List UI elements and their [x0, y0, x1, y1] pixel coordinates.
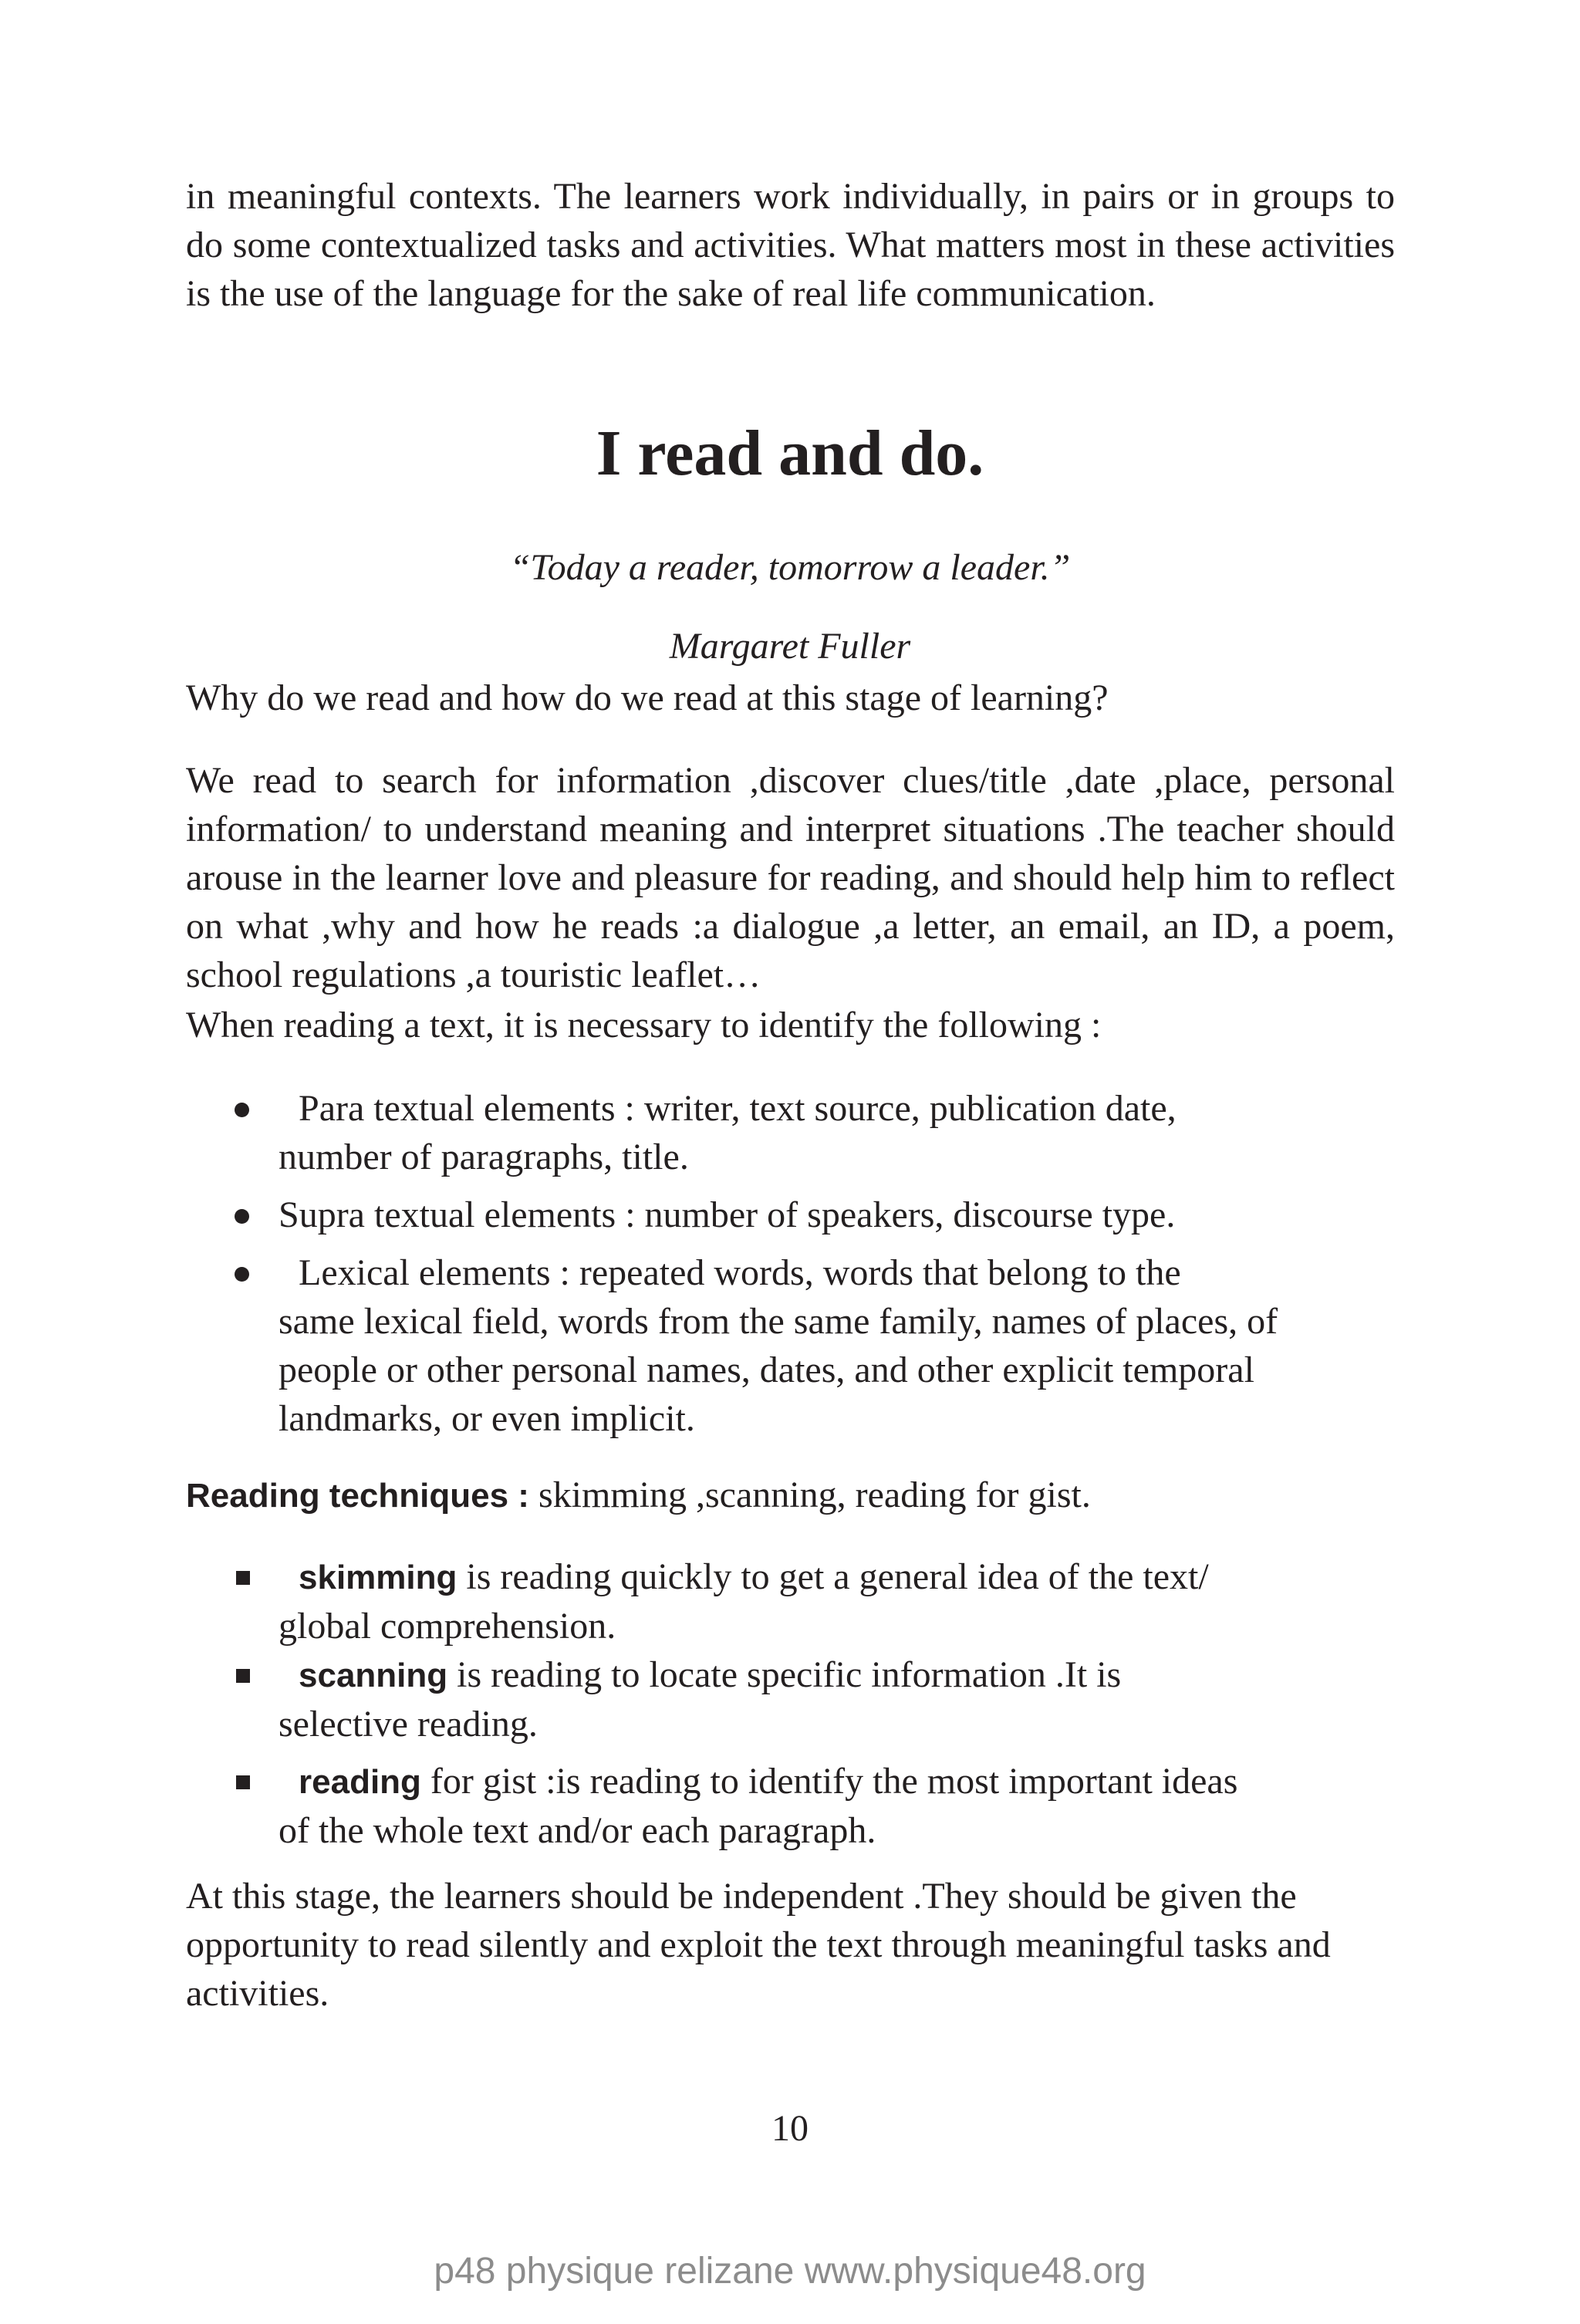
page-title: I read and do.: [596, 417, 984, 489]
bullet-square-icon: [236, 1571, 250, 1585]
techniques-list: [231, 1552, 1312, 1855]
list-item-text: Para textual elements : writer, text source, publication date,: [299, 1088, 1177, 1129]
epigraph-quote: “Today a reader, tomorrow a leader.”: [509, 547, 1071, 588]
bullet-dot-icon: [235, 1209, 249, 1224]
epigraph-author: Margaret Fuller: [669, 626, 911, 667]
technique-definition: for gist :is reading to identify the most important ideas: [420, 1761, 1238, 1802]
technique-definition: is reading quickly to get a general idea of the text/: [457, 1556, 1209, 1597]
list-item: [231, 1552, 1312, 1650]
bullet-square-icon: [236, 1775, 250, 1789]
reading-techniques-label: Reading techniques :: [186, 1477, 529, 1515]
reading-purpose-paragraph: We read to search for information ,discover clues/title ,date ,place, personal information/ to understand meaning and interpret situations .The teacher should arouse in the learner love and pleasure for reading, and should help him to reflect on what ,why and how he reads :a dialogue ,a letter, an email, an ID, a poem, school regulations ,a touristic leaflet…: [186, 760, 1395, 995]
list-item-continuation: selective reading.: [279, 1704, 538, 1745]
closing-paragraph: At this stage, the learners should be independent .They should be given the opportunity to read silently and exploit the text through meaningful tasks and activities.: [186, 1876, 1331, 2014]
list-item: [231, 1248, 1312, 1443]
bullet-square-icon: [236, 1669, 250, 1683]
list-item: [231, 1191, 1312, 1239]
guiding-question: Why do we read and how do we read at this stage of learning?: [186, 677, 1109, 718]
technique-term: skimming: [299, 1559, 457, 1596]
bullet-dot-icon: [235, 1103, 249, 1117]
text-elements-list: [231, 1084, 1312, 1443]
list-item: [231, 1084, 1312, 1181]
technique-term: reading: [299, 1763, 421, 1801]
identify-intro: When reading a text, it is necessary to identify the following :: [186, 1005, 1102, 1045]
list-item: [231, 1650, 1312, 1748]
page-number: 10: [771, 2108, 809, 2149]
technique-term: scanning: [299, 1657, 448, 1694]
list-item-text: Lexical elements : repeated words, words that belong to the: [299, 1252, 1181, 1293]
intro-paragraph: in meaningful contexts. The learners work individually, in pairs or in groups to do some contextualized tasks and activities. What matters most in these activities is the use of the language for the sake of real life communication.: [186, 176, 1395, 314]
list-item-continuation: of the whole text and/or each paragraph.: [279, 1810, 876, 1851]
list-item-continuation: same lexical field, words from the same family, names of places, of people or other personal names, dates, and other explicit temporal landmarks, or even implicit.: [279, 1301, 1278, 1439]
list-item-text: Supra textual elements : number of speakers, discourse type.: [279, 1194, 1176, 1235]
reading-techniques-line: [186, 1471, 1395, 1520]
reading-techniques-text: skimming ,scanning, reading for gist.: [528, 1474, 1091, 1515]
footer-watermark: p48 physique relizane www.physique48.org: [434, 2251, 1146, 2292]
list-item-continuation: number of paragraphs, title.: [279, 1137, 689, 1177]
list-item: [231, 1757, 1312, 1855]
technique-definition: is reading to locate specific information .It is: [447, 1654, 1122, 1695]
bullet-dot-icon: [235, 1267, 249, 1282]
list-item-continuation: global comprehension.: [279, 1606, 616, 1647]
